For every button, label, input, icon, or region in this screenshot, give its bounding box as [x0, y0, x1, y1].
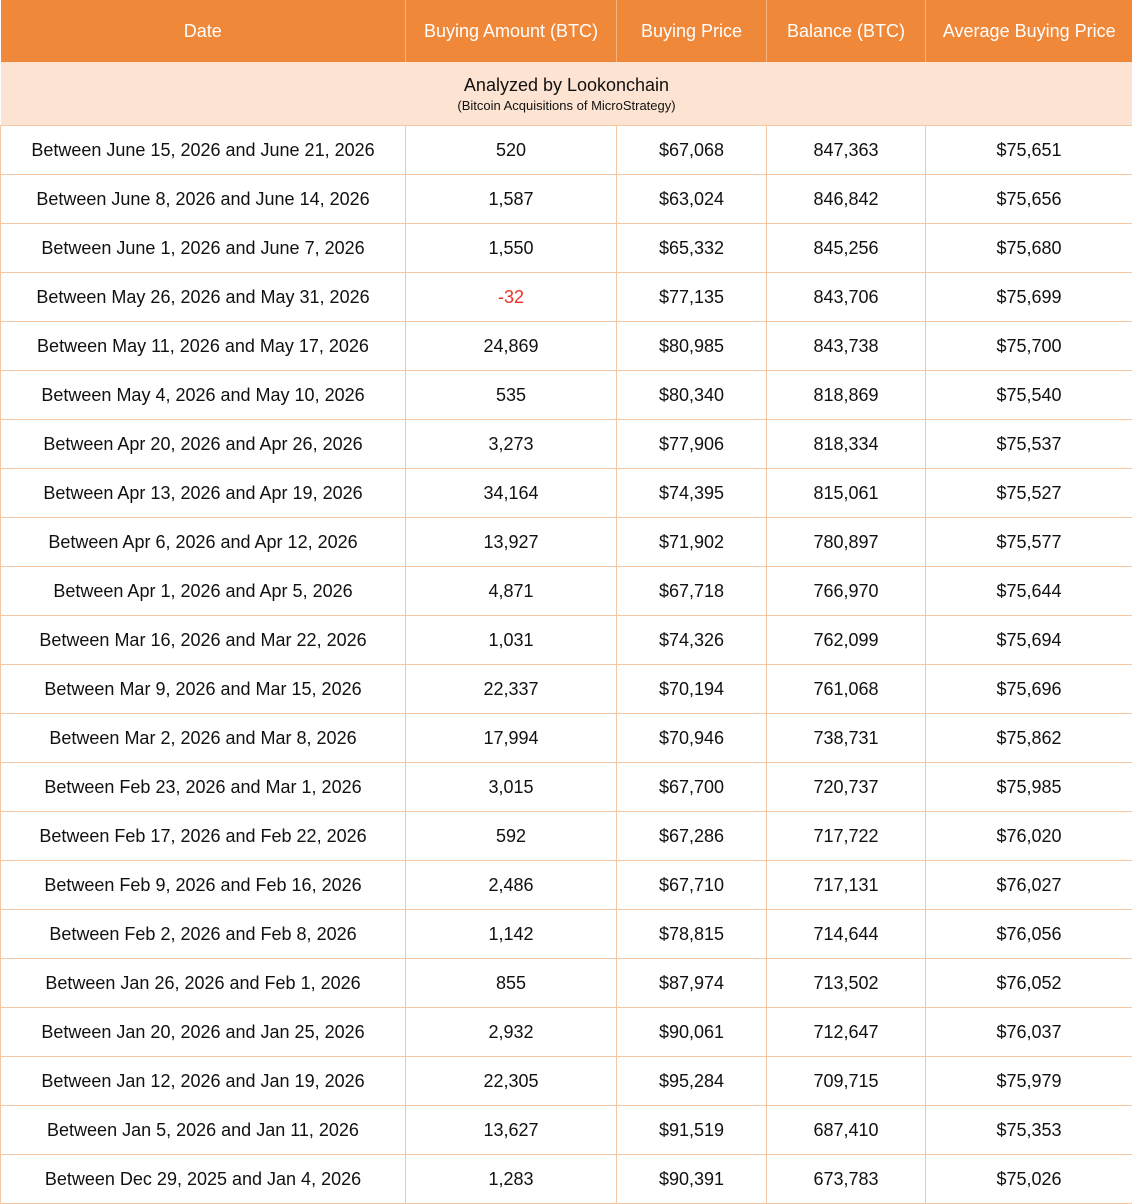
column-header-buying-amount: Buying Amount (BTC) [406, 0, 617, 62]
cell-average-price: $75,696 [926, 665, 1132, 714]
cell-buying-amount: 1,550 [406, 224, 617, 273]
cell-buying-amount: 1,283 [406, 1155, 617, 1204]
cell-buying-amount: 17,994 [406, 714, 617, 763]
cell-balance: 847,363 [767, 126, 926, 175]
cell-buying-amount: 4,871 [406, 567, 617, 616]
cell-buying-amount: 520 [406, 126, 617, 175]
cell-average-price: $75,680 [926, 224, 1132, 273]
cell-buying-amount: 855 [406, 959, 617, 1008]
cell-buying-price: $77,135 [617, 273, 767, 322]
cell-date: Between Feb 17, 2026 and Feb 22, 2026 [1, 812, 406, 861]
cell-balance: 815,061 [767, 469, 926, 518]
cell-balance: 846,842 [767, 175, 926, 224]
table-row [1, 1106, 1132, 1155]
cell-buying-amount: 34,164 [406, 469, 617, 518]
cell-average-price: $75,656 [926, 175, 1132, 224]
cell-balance: 713,502 [767, 959, 926, 1008]
cell-buying-price: $77,906 [617, 420, 767, 469]
cell-average-price: $75,527 [926, 469, 1132, 518]
cell-balance: 709,715 [767, 1057, 926, 1106]
cell-average-price: $75,026 [926, 1155, 1132, 1204]
cell-date: Between Jan 12, 2026 and Jan 19, 2026 [1, 1057, 406, 1106]
cell-buying-amount: 592 [406, 812, 617, 861]
cell-balance: 720,737 [767, 763, 926, 812]
cell-balance: 845,256 [767, 224, 926, 273]
subheader-caption: (Bitcoin Acquisitions of MicroStrategy) [1, 97, 1132, 115]
table-row [1, 518, 1132, 567]
cell-buying-amount: 1,142 [406, 910, 617, 959]
column-header-date: Date [1, 0, 406, 62]
cell-buying-price: $80,985 [617, 322, 767, 371]
table-row [1, 959, 1132, 1008]
table-row [1, 812, 1132, 861]
cell-buying-price: $91,519 [617, 1106, 767, 1155]
cell-average-price: $76,027 [926, 861, 1132, 910]
cell-average-price: $75,979 [926, 1057, 1132, 1106]
column-header-average-price: Average Buying Price [926, 0, 1132, 62]
table-row [1, 175, 1132, 224]
cell-average-price: $75,537 [926, 420, 1132, 469]
cell-balance: 843,706 [767, 273, 926, 322]
table-row [1, 371, 1132, 420]
cell-average-price: $75,577 [926, 518, 1132, 567]
cell-buying-amount: 3,015 [406, 763, 617, 812]
cell-balance: 843,738 [767, 322, 926, 371]
cell-buying-price: $78,815 [617, 910, 767, 959]
table-row [1, 861, 1132, 910]
cell-buying-price: $74,395 [617, 469, 767, 518]
cell-buying-price: $74,326 [617, 616, 767, 665]
cell-date: Between May 26, 2026 and May 31, 2026 [1, 273, 406, 322]
cell-average-price: $75,699 [926, 273, 1132, 322]
cell-buying-price: $90,391 [617, 1155, 767, 1204]
cell-buying-price: $80,340 [617, 371, 767, 420]
cell-date: Between June 1, 2026 and June 7, 2026 [1, 224, 406, 273]
subheader-cell [1, 62, 1132, 126]
cell-balance: 780,897 [767, 518, 926, 567]
cell-average-price: $75,862 [926, 714, 1132, 763]
table-row [1, 616, 1132, 665]
table-row [1, 665, 1132, 714]
table-row [1, 273, 1132, 322]
cell-buying-amount: 22,305 [406, 1057, 617, 1106]
cell-balance: 738,731 [767, 714, 926, 763]
cell-date: Between Mar 9, 2026 and Mar 15, 2026 [1, 665, 406, 714]
cell-average-price: $75,694 [926, 616, 1132, 665]
cell-date: Between Mar 16, 2026 and Mar 22, 2026 [1, 616, 406, 665]
cell-average-price: $75,985 [926, 763, 1132, 812]
cell-buying-amount: -32 [406, 273, 617, 322]
cell-buying-price: $70,194 [617, 665, 767, 714]
cell-buying-amount: 13,927 [406, 518, 617, 567]
cell-buying-price: $70,946 [617, 714, 767, 763]
cell-buying-amount: 3,273 [406, 420, 617, 469]
cell-date: Between May 11, 2026 and May 17, 2026 [1, 322, 406, 371]
table-row [1, 763, 1132, 812]
header-row [1, 0, 1132, 62]
cell-average-price: $76,056 [926, 910, 1132, 959]
cell-average-price: $75,353 [926, 1106, 1132, 1155]
cell-date: Between Apr 13, 2026 and Apr 19, 2026 [1, 469, 406, 518]
table-row [1, 420, 1132, 469]
cell-average-price: $75,540 [926, 371, 1132, 420]
cell-date: Between Mar 2, 2026 and Mar 8, 2026 [1, 714, 406, 763]
cell-date: Between May 4, 2026 and May 10, 2026 [1, 371, 406, 420]
cell-date: Between Dec 29, 2025 and Jan 4, 2026 [1, 1155, 406, 1204]
table-row [1, 1008, 1132, 1057]
cell-balance: 714,644 [767, 910, 926, 959]
cell-balance: 766,970 [767, 567, 926, 616]
cell-date: Between Jan 26, 2026 and Feb 1, 2026 [1, 959, 406, 1008]
cell-date: Between Jan 5, 2026 and Jan 11, 2026 [1, 1106, 406, 1155]
cell-date: Between Jan 20, 2026 and Jan 25, 2026 [1, 1008, 406, 1057]
cell-buying-amount: 13,627 [406, 1106, 617, 1155]
cell-buying-price: $90,061 [617, 1008, 767, 1057]
cell-date: Between Apr 6, 2026 and Apr 12, 2026 [1, 518, 406, 567]
cell-balance: 761,068 [767, 665, 926, 714]
cell-buying-amount: 22,337 [406, 665, 617, 714]
cell-date: Between Apr 1, 2026 and Apr 5, 2026 [1, 567, 406, 616]
cell-balance: 673,783 [767, 1155, 926, 1204]
cell-date: Between Feb 9, 2026 and Feb 16, 2026 [1, 861, 406, 910]
cell-average-price: $75,644 [926, 567, 1132, 616]
cell-average-price: $76,037 [926, 1008, 1132, 1057]
cell-buying-price: $67,700 [617, 763, 767, 812]
cell-balance: 717,131 [767, 861, 926, 910]
table-row [1, 567, 1132, 616]
cell-balance: 717,722 [767, 812, 926, 861]
cell-buying-price: $87,974 [617, 959, 767, 1008]
cell-buying-amount: 1,587 [406, 175, 617, 224]
cell-buying-amount: 2,932 [406, 1008, 617, 1057]
cell-buying-price: $67,068 [617, 126, 767, 175]
cell-buying-price: $67,710 [617, 861, 767, 910]
cell-balance: 818,334 [767, 420, 926, 469]
cell-average-price: $75,651 [926, 126, 1132, 175]
cell-date: Between June 15, 2026 and June 21, 2026 [1, 126, 406, 175]
subheader-title: Analyzed by Lookonchain [1, 73, 1132, 97]
cell-balance: 818,869 [767, 371, 926, 420]
cell-buying-amount: 1,031 [406, 616, 617, 665]
table-row [1, 910, 1132, 959]
subheader-row [1, 62, 1132, 126]
column-header-buying-price: Buying Price [617, 0, 767, 62]
cell-buying-price: $95,284 [617, 1057, 767, 1106]
cell-buying-price: $67,286 [617, 812, 767, 861]
cell-buying-amount: 24,869 [406, 322, 617, 371]
table-row [1, 469, 1132, 518]
table-row [1, 126, 1132, 175]
cell-balance: 712,647 [767, 1008, 926, 1057]
cell-balance: 687,410 [767, 1106, 926, 1155]
table-row [1, 322, 1132, 371]
table-row [1, 714, 1132, 763]
cell-buying-amount: 535 [406, 371, 617, 420]
cell-buying-price: $65,332 [617, 224, 767, 273]
cell-date: Between Feb 2, 2026 and Feb 8, 2026 [1, 910, 406, 959]
table-row [1, 224, 1132, 273]
table-row [1, 1155, 1132, 1204]
column-header-balance: Balance (BTC) [767, 0, 926, 62]
cell-buying-price: $63,024 [617, 175, 767, 224]
cell-date: Between Feb 23, 2026 and Mar 1, 2026 [1, 763, 406, 812]
cell-date: Between Apr 20, 2026 and Apr 26, 2026 [1, 420, 406, 469]
cell-date: Between June 8, 2026 and June 14, 2026 [1, 175, 406, 224]
cell-average-price: $76,020 [926, 812, 1132, 861]
table-row [1, 1057, 1132, 1106]
cell-buying-price: $67,718 [617, 567, 767, 616]
cell-buying-amount: 2,486 [406, 861, 617, 910]
cell-buying-price: $71,902 [617, 518, 767, 567]
cell-average-price: $76,052 [926, 959, 1132, 1008]
cell-average-price: $75,700 [926, 322, 1132, 371]
cell-balance: 762,099 [767, 616, 926, 665]
table-body [1, 126, 1132, 1204]
